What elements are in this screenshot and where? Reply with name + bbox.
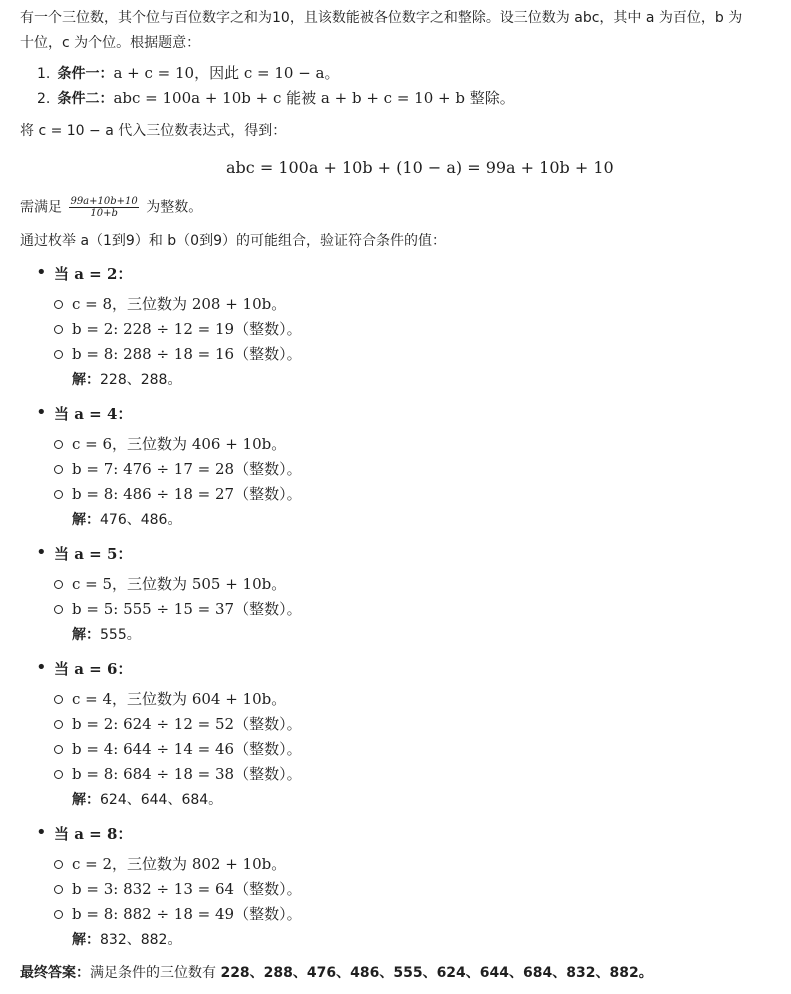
bullet: • bbox=[36, 402, 47, 423]
circle-bullet bbox=[54, 490, 63, 499]
circle-bullet bbox=[54, 860, 63, 869]
case-item: b = 2: 228 ÷ 12 = 19（整数）。 bbox=[72, 320, 302, 338]
case-head-text: 当 a = 5： bbox=[54, 545, 133, 563]
condition-number: 2. bbox=[37, 91, 51, 107]
case-item: c = 5，三位数为 505 + 10b。 bbox=[72, 575, 287, 593]
case-head bbox=[54, 403, 132, 426]
case-head bbox=[54, 263, 132, 286]
case-item: b = 4: 644 ÷ 14 = 46（整数）。 bbox=[72, 740, 302, 758]
case-head bbox=[54, 823, 132, 846]
circle-bullet bbox=[54, 325, 63, 334]
circle-bullet bbox=[54, 695, 63, 704]
case-item: b = 8: 486 ÷ 18 = 27（整数）。 bbox=[72, 485, 302, 503]
intro-line-1: 有一个三位数，其个位与百位数字之和为10，且该数能被各位数字之和整除。设三位数为 abc，其中 a 为百位，b 为 bbox=[20, 10, 743, 26]
fraction bbox=[69, 196, 138, 219]
condition-label: 条件二： bbox=[57, 91, 114, 107]
final-text: 满足条件的三位数有 bbox=[90, 965, 221, 981]
final-label: 最终答案： bbox=[20, 965, 90, 981]
final-answer bbox=[20, 962, 653, 984]
main-equation: abc = 100a + 10b + (10 − a) = 99a + 10b + 10 bbox=[226, 158, 614, 177]
circle-bullet bbox=[54, 580, 63, 589]
require-line bbox=[20, 196, 202, 219]
case-solution bbox=[72, 509, 181, 531]
condition-text: abc = 100a + 10b + c 能被 a + b + c = 10 + b 整除。 bbox=[113, 89, 515, 107]
require-suffix: 为整数。 bbox=[146, 199, 203, 216]
enumerate-text: 通过枚举 a（1到9）和 b（0到9）的可能组合，验证符合条件的值： bbox=[20, 233, 446, 249]
case-head-text: 当 a = 6： bbox=[54, 660, 133, 678]
case-item: c = 4，三位数为 604 + 10b。 bbox=[72, 690, 287, 708]
case-solution bbox=[72, 929, 181, 951]
circle-bullet bbox=[54, 770, 63, 779]
fraction-numerator: 99a+10b+10 bbox=[70, 196, 138, 207]
case-item: c = 8，三位数为 208 + 10b。 bbox=[72, 295, 287, 313]
condition-text: a + c = 10，因此 c = 10 − a。 bbox=[113, 64, 340, 82]
condition-number: 1. bbox=[37, 66, 51, 82]
case-item: c = 2，三位数为 802 + 10b。 bbox=[72, 855, 287, 873]
final-values: 228、288、476、486、555、624、644、684、832、882。 bbox=[220, 965, 653, 981]
case-solution bbox=[72, 789, 222, 811]
bullet: • bbox=[36, 262, 47, 283]
bullet: • bbox=[36, 822, 47, 843]
case-item: b = 7: 476 ÷ 17 = 28（整数）。 bbox=[72, 460, 302, 478]
solution-label: 解： bbox=[72, 627, 100, 643]
circle-bullet bbox=[54, 910, 63, 919]
case-item: b = 8: 288 ÷ 18 = 16（整数）。 bbox=[72, 345, 302, 363]
case-item: c = 6，三位数为 406 + 10b。 bbox=[72, 435, 287, 453]
solution-values: 476、486。 bbox=[100, 512, 182, 528]
solution-label: 解： bbox=[72, 512, 100, 528]
condition-label: 条件一： bbox=[57, 66, 114, 82]
bullet: • bbox=[36, 542, 47, 563]
solution-label: 解： bbox=[72, 932, 100, 948]
case-head bbox=[54, 658, 132, 681]
require-prefix: 需满足 bbox=[20, 199, 62, 216]
condition-1 bbox=[37, 62, 340, 85]
circle-bullet bbox=[54, 720, 63, 729]
circle-bullet bbox=[54, 350, 63, 359]
intro-line-2: 十位，c 为个位。根据题意： bbox=[20, 35, 201, 51]
circle-bullet bbox=[54, 465, 63, 474]
case-item: b = 8: 882 ÷ 18 = 49（整数）。 bbox=[72, 905, 302, 923]
case-item: b = 8: 684 ÷ 18 = 38（整数）。 bbox=[72, 765, 302, 783]
condition-2 bbox=[37, 87, 515, 110]
circle-bullet bbox=[54, 605, 63, 614]
case-item: b = 5: 555 ÷ 15 = 37（整数）。 bbox=[72, 600, 302, 618]
circle-bullet bbox=[54, 440, 63, 449]
solution-values: 624、644、684。 bbox=[100, 792, 223, 808]
case-item: b = 2: 624 ÷ 12 = 52（整数）。 bbox=[72, 715, 302, 733]
circle-bullet bbox=[54, 300, 63, 309]
case-head bbox=[54, 543, 132, 566]
bullet: • bbox=[36, 657, 47, 678]
solution-values: 555。 bbox=[100, 627, 141, 643]
case-head-text: 当 a = 4： bbox=[54, 405, 133, 423]
case-head-text: 当 a = 2： bbox=[54, 265, 133, 283]
substitute-text: 将 c = 10 − a 代入三位数表达式，得到： bbox=[20, 123, 287, 139]
case-head-text: 当 a = 8： bbox=[54, 825, 133, 843]
solution-values: 228、288。 bbox=[100, 372, 182, 388]
case-solution bbox=[72, 624, 141, 646]
fraction-denominator: 10+b bbox=[90, 208, 118, 219]
solution-values: 832、882。 bbox=[100, 932, 182, 948]
case-item: b = 3: 832 ÷ 13 = 64（整数）。 bbox=[72, 880, 302, 898]
solution-label: 解： bbox=[72, 372, 100, 388]
case-solution bbox=[72, 369, 181, 391]
circle-bullet bbox=[54, 885, 63, 894]
solution-label: 解： bbox=[72, 792, 100, 808]
circle-bullet bbox=[54, 745, 63, 754]
